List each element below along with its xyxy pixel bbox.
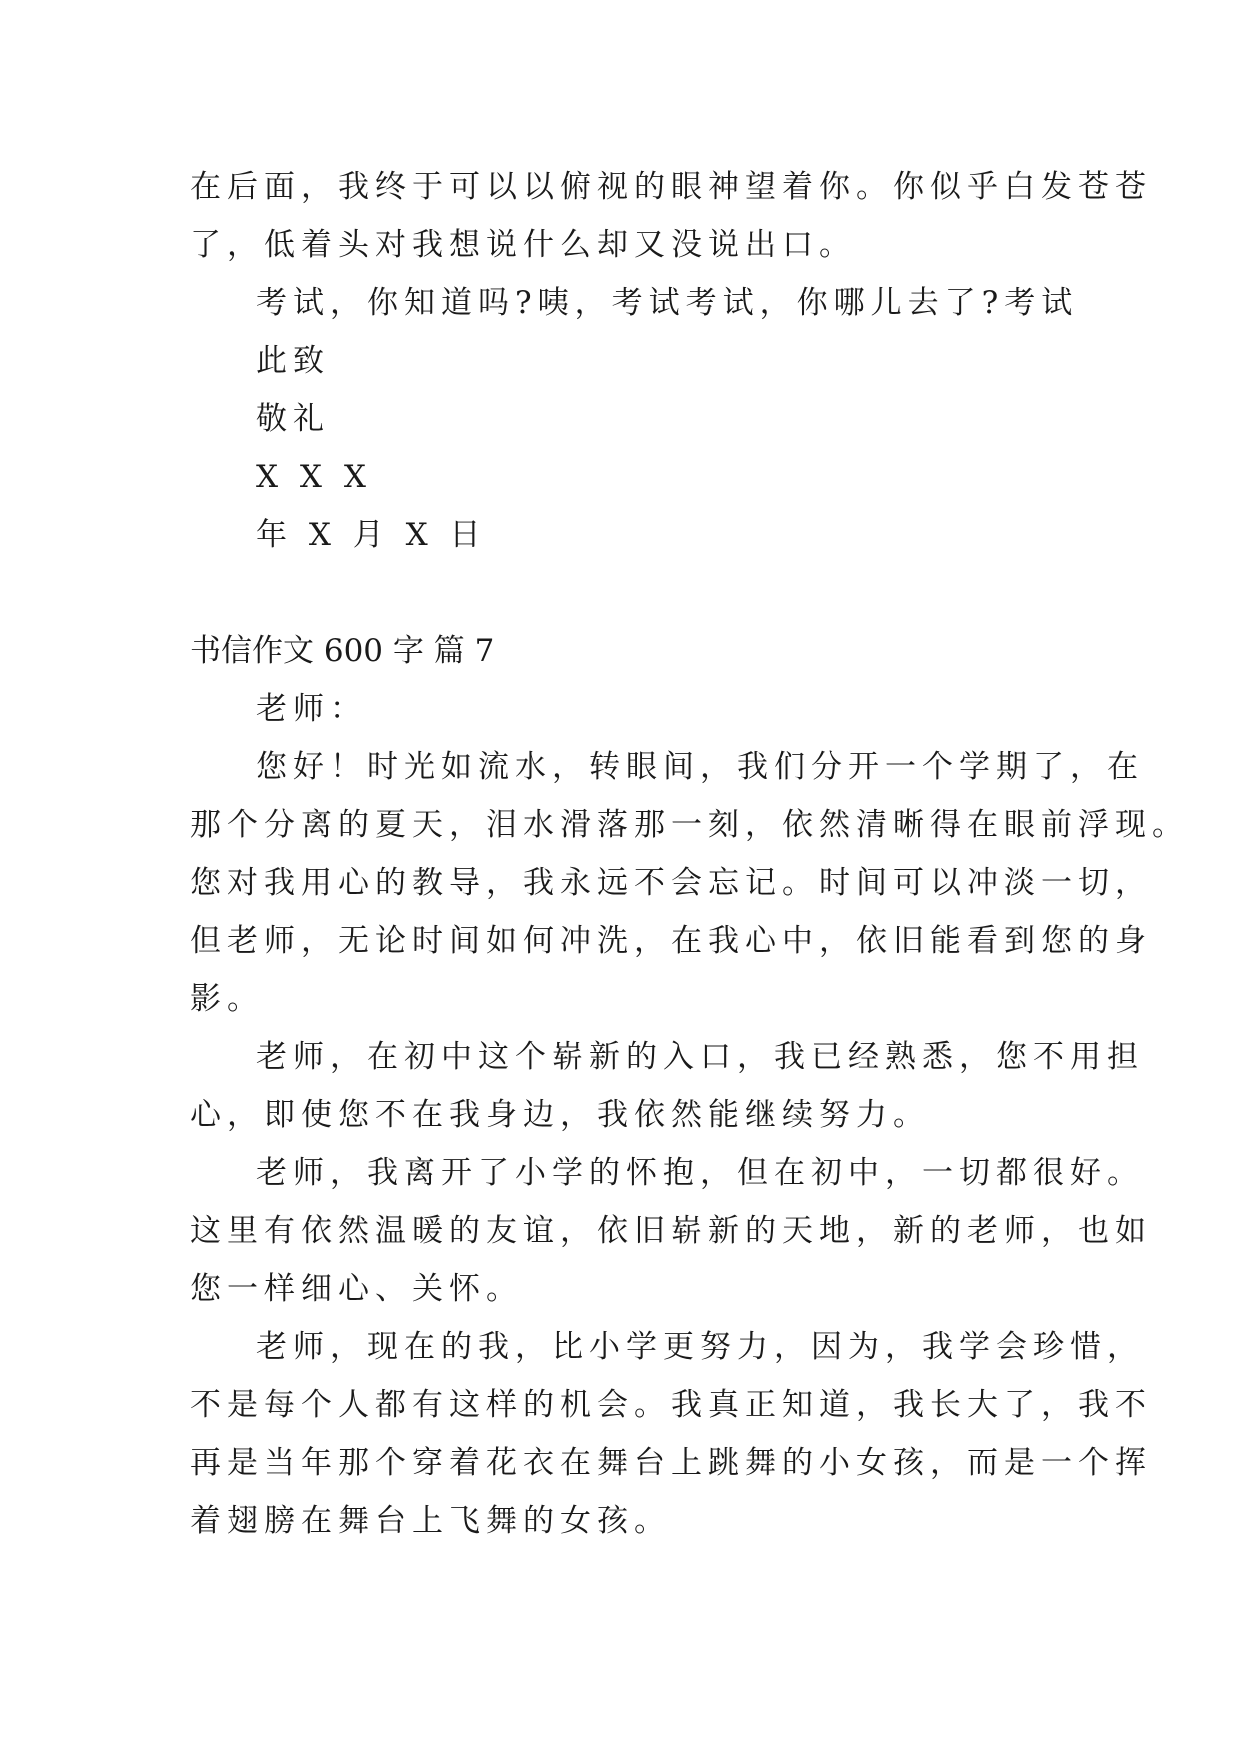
salutation: 老师： (256, 691, 367, 727)
paragraph (190, 1318, 1152, 1550)
closing-salute: 敬礼 (256, 401, 330, 437)
text-line: 再是当年那个穿着花衣在舞台上跳舞的小女孩，而是一个挥 (190, 1445, 1152, 1481)
text-line: 着翅膀在舞台上飞舞的女孩。 (190, 1503, 671, 1539)
text-line: 在后面，我终于可以以俯视的眼神望着你。你似乎白发苍苍 (190, 169, 1152, 205)
text-line: 您一样细心、关怀。 (190, 1271, 523, 1307)
previous-letter-tail (190, 158, 1152, 564)
text-line: 老师，我离开了小学的怀抱，但在初中，一切都很好。 (256, 1155, 1144, 1191)
paragraph (190, 1028, 1144, 1144)
text-line: 但老师，无论时间如何冲洗，在我心中，依旧能看到您的身 (190, 923, 1152, 959)
signature: X X X (256, 459, 372, 495)
text-line: 老师，在初中这个崭新的入口，我已经熟悉，您不用担 (256, 1039, 1144, 1075)
exam-line: 考试，你知道吗?咦，考试考试，你哪儿去了?考试 (256, 285, 1079, 321)
text-line: 那个分离的夏天，泪水滑落那一刻，依然清晰得在眼前浮现。 (190, 807, 1189, 843)
text-line: 老师，现在的我，比小学更努力，因为，我学会珍惜， (256, 1329, 1144, 1365)
text-line: 心，即使您不在我身边，我依然能继续努力。 (190, 1097, 930, 1133)
date-line: 年 X 月 X 日 (256, 517, 487, 553)
text-line: 影。 (190, 981, 264, 1017)
paragraph (190, 1144, 1152, 1318)
paragraph (190, 738, 1189, 1028)
section-heading: 书信作文 600 字 篇 7 (190, 633, 495, 669)
section-7 (190, 622, 1189, 1550)
closing-greeting: 此致 (256, 343, 330, 379)
text-line: 您对我用心的教导，我永远不会忘记。时间可以冲淡一切， (190, 865, 1152, 901)
text-line: 了，低着头对我想说什么却又没说出口。 (190, 227, 856, 263)
text-line: 您好！时光如流水，转眼间，我们分开一个学期了，在 (256, 749, 1144, 785)
text-line: 不是每个人都有这样的机会。我真正知道，我长大了，我不 (190, 1387, 1152, 1423)
text-line: 这里有依然温暖的友谊，依旧崭新的天地，新的老师，也如 (190, 1213, 1152, 1249)
